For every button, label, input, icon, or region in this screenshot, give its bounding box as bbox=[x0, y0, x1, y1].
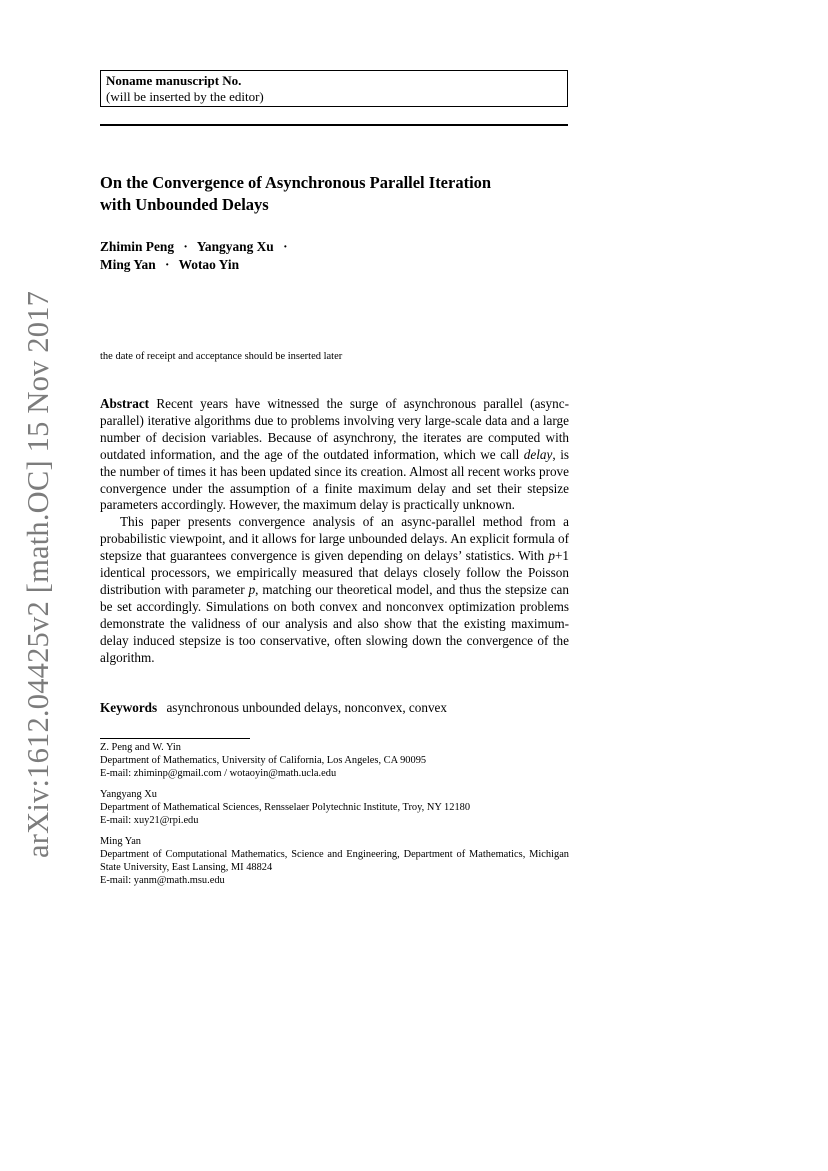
abstract-text: , matching our theoretical model, and thus the stepsize can be set accordingly. Simulations on both convex and nonconvex optimization problems demonstrate the validness of our analysis and also show that the existing maximum-delay induced stepsize is too conservative, often slowing down the convergence of the algorithm. bbox=[100, 581, 570, 665]
abstract-text: , is the number of times it has been updated since its creation. Almost all recent works prove convergence under the assumption of a finite maximum delay and set their stepsize parameters accordingly. However, the maximum delay is practically unknown. bbox=[100, 446, 570, 513]
author-line-1 bbox=[100, 238, 570, 256]
abstract-text: identical processors, we empirically measured that delays closely follow the Poisson distribution with parameter bbox=[100, 565, 569, 597]
receipt-date-note: the date of receipt and acceptance should be inserted later bbox=[100, 351, 343, 362]
author-separator: · bbox=[183, 239, 188, 254]
affiliation-email: E-mail: zhiminp@gmail.com / wotaoyin@math.ucla.edu bbox=[100, 768, 337, 779]
author-name: Yangyang Xu bbox=[196, 239, 274, 254]
abstract-emphasis: delay bbox=[523, 446, 553, 462]
affiliation bbox=[100, 788, 569, 827]
editor-note-box bbox=[100, 70, 568, 107]
abstract-paragraph-2 bbox=[100, 514, 569, 666]
abstract-label: Abstract bbox=[100, 396, 150, 411]
affiliation-names: Ming Yan bbox=[100, 836, 141, 847]
affiliation-names: Z. Peng and W. Yin bbox=[100, 742, 182, 753]
abstract-text: This paper presents convergence analysis of an async-parallel method from a probabilistic viewpoint, and it allows for large unbounded delays. An explicit formula of stepsize that guarantees convergence is given depending on delays’ statistics. With bbox=[100, 514, 569, 564]
math-symbol: p bbox=[548, 548, 555, 564]
footnote-rule bbox=[100, 738, 250, 739]
title-line-2: with Unbounded Delays bbox=[100, 195, 269, 214]
affiliation bbox=[100, 741, 569, 780]
abstract-text: Recent years have witnessed the surge of asynchronous parallel (async-parallel) iterative algorithms due to problems involving very large-scale data and a large number of decision variables. Because of asynchrony, the iterates are computed with outdated information, and the age of the outdated information, which we call bbox=[100, 396, 569, 462]
affiliation-department: Department of Mathematical Sciences, Rensselaer Polytechnic Institute, Troy, NY 12180 bbox=[100, 802, 471, 813]
author-name: Ming Yan bbox=[100, 257, 156, 272]
author-list bbox=[100, 238, 570, 274]
editor-note: (will be inserted by the editor) bbox=[106, 88, 264, 104]
affiliation-email: E-mail: yanm@math.msu.edu bbox=[100, 875, 225, 886]
keywords bbox=[100, 700, 447, 716]
author-line-2 bbox=[100, 256, 570, 274]
affiliation-names: Yangyang Xu bbox=[100, 789, 157, 800]
math-symbol: p bbox=[248, 581, 256, 597]
affiliation-email: E-mail: xuy21@rpi.edu bbox=[100, 815, 199, 826]
title-line-1: On the Convergence of Asynchronous Parallel Iteration bbox=[100, 173, 492, 192]
author-name: Zhimin Peng bbox=[100, 239, 175, 254]
affiliation bbox=[100, 835, 569, 887]
affiliations bbox=[100, 741, 569, 895]
keywords-text: asynchronous unbounded delays, nonconvex, convex bbox=[166, 700, 447, 715]
keywords-label: Keywords bbox=[100, 700, 158, 715]
manuscript-number: Noname manuscript No. bbox=[106, 73, 242, 88]
affiliation-department: Department of Computational Mathematics, Science and Engineering, Department of Mathematics, Michigan State University, East Lansing, MI 48824 bbox=[100, 849, 569, 873]
header-rule bbox=[100, 124, 568, 126]
author-name: Wotao Yin bbox=[178, 257, 240, 272]
math-expression: +1 bbox=[554, 548, 569, 564]
author-separator: · bbox=[165, 257, 170, 272]
author-separator: · bbox=[283, 239, 288, 254]
paper-title bbox=[100, 172, 570, 216]
arxiv-identifier: arXiv:1612.04425v2 [math.OC] 15 Nov 2017 bbox=[21, 290, 55, 858]
abstract bbox=[100, 396, 569, 667]
affiliation-department: Department of Mathematics, University of California, Los Angeles, CA 90095 bbox=[100, 755, 427, 766]
abstract-paragraph-1 bbox=[100, 396, 569, 514]
